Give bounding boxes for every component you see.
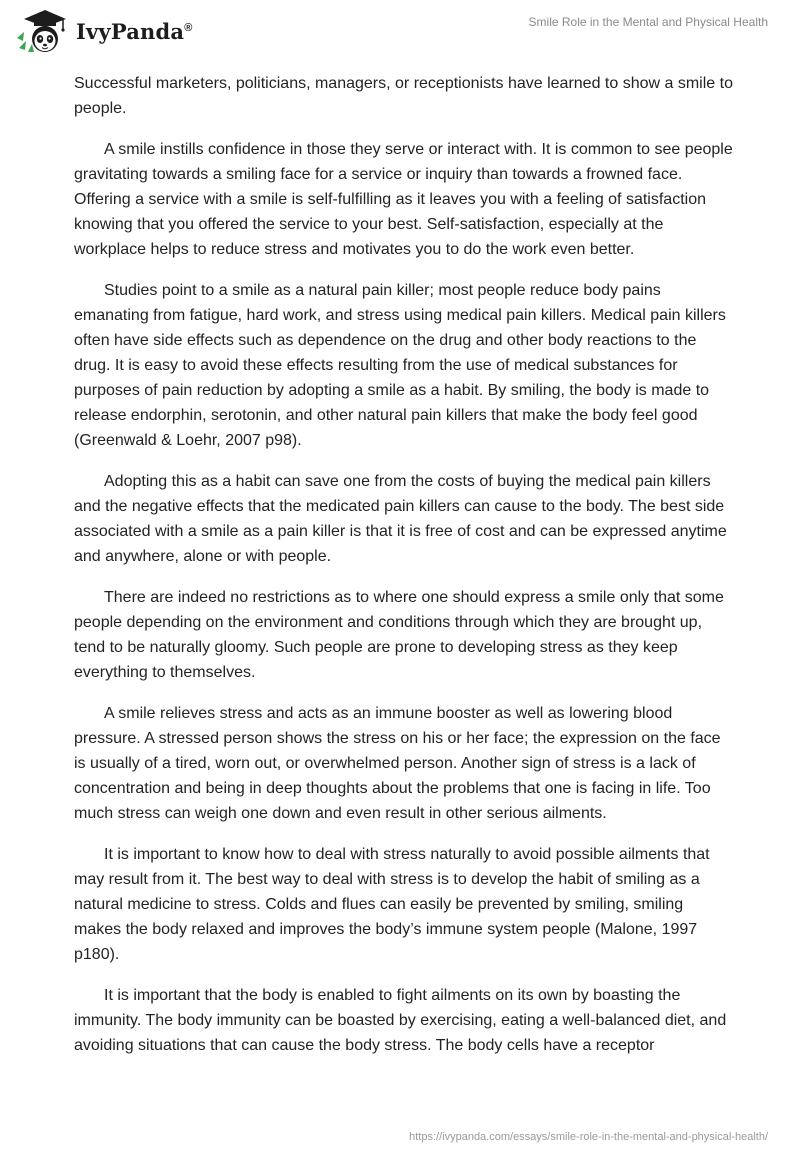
paragraph-4: Adopting this as a habit can save one from the costs of buying the medical pain killers and the negative effects that the medicated pain killers can cause to the body. The best side associated with a smile as a pain killer is that it is free of cost and can be expressed anytime and anywhere, alone or with people.: [74, 473, 727, 565]
essay-body: [74, 71, 734, 1074]
paragraph-6: A smile relieves stress and acts as an immune booster as well as lowering blood pressure. A stressed person shows the stress on his or her face; the expression on the face is usually of a tired, worn out, or overwhelmed person. Another sign of stress is a lack of concentration and being in deep thoughts about the problems that one is facing in life. Too much stress can weigh one down and even result in other serious ailments.: [74, 705, 721, 822]
paragraph-1: Successful marketers, politicians, managers, or receptionists have learned to show a smile to people.: [74, 75, 733, 117]
paragraph-2: A smile instills confidence in those they serve or interact with. It is common to see people gravitating towards a smiling face for a service or inquiry than towards a frowned face. Offering a service with a smile is self-fulfilling as it leaves you with a feeling of satisfaction knowing that you offered the service to your best. Self-satisfaction, especially at the workplace helps to reduce stress and motivates you to do the work even better.: [74, 141, 733, 258]
paragraph-8: It is important that the body is enabled to fight ailments on its own by boasting the immunity. The body immunity can be boasted by exercising, eating a well-balanced diet, and avoiding situations that can cause the body stress. The body cells have a receptor: [74, 987, 727, 1054]
logo-text: IvyPanda®: [76, 18, 193, 44]
document-title: Smile Role in the Mental and Physical Health: [528, 15, 768, 29]
registered-mark: ®: [184, 21, 193, 34]
paragraph-3: Studies point to a smile as a natural pain killer; most people reduce body pains emanating from fatigue, hard work, and stress using medical pain killers. Medical pain killers often have side effects such as dependence on the drug and other body reactions to the drug. It is easy to avoid these effects resulting from the use of medical substances for purposes of pain reduction by adopting a smile as a habit. By smiling, the body is made to release endorphin, serotonin, and other natural pain killers that make the body feel good (Greenwald & Loehr, 2007 p98).: [74, 282, 726, 449]
ivypanda-logo[interactable]: [14, 8, 193, 54]
page-header: [0, 0, 800, 70]
paragraph-5: There are indeed no restrictions as to where one should express a smile only that some people depending on the environment and conditions through which they are brought up, tend to be naturally gloomy. Such people are prone to developing stress as they keep everything to themselves.: [74, 589, 724, 681]
paragraph-7: It is important to know how to deal with stress naturally to avoid possible ailments that may result from it. The best way to deal with stress is to develop the habit of smiling as a natural medicine to stress. Colds and flues can easily be prevented by smiling, smiling makes the body relaxed and improves the body’s immune system people (Malone, 1997 p180).: [74, 846, 710, 963]
panda-graduate-icon: [14, 8, 70, 54]
source-url[interactable]: https://ivypanda.com/essays/smile-role-in-the-mental-and-physical-health/: [409, 1131, 768, 1143]
